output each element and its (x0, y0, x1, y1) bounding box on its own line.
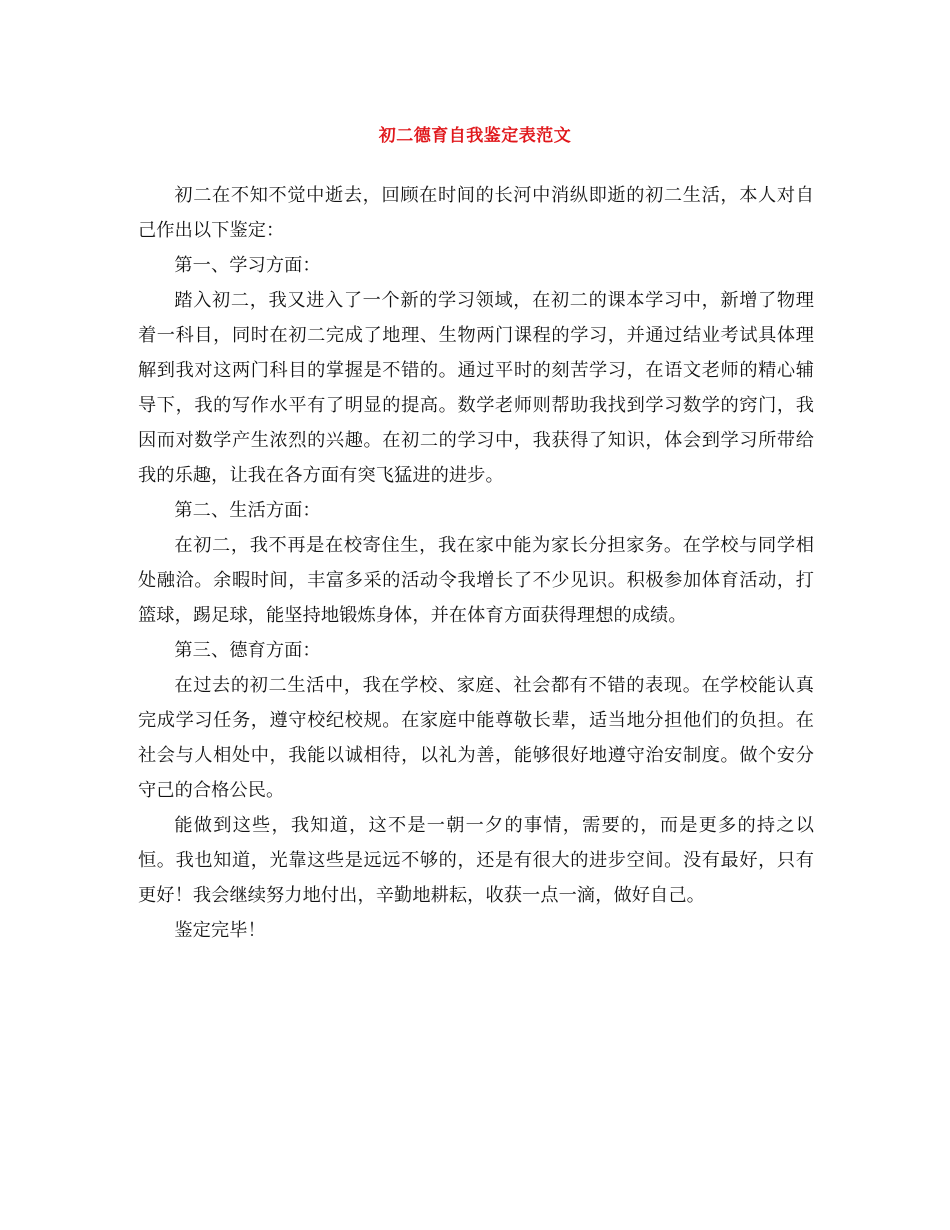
section-heading-study: 第一、学习方面： (174, 255, 321, 276)
study-paragraph: 踏入初二，我又进入了一个新的学习领域，在初二的课本学习中，新增了物理着一科目，同时在初二完成了地理、生物两门课程的学习，并通过结业考试具体理解到我对这两门科目的掌握是不错的。通过平时的刻苦学习，在语文老师的精心辅导下，我的写作水平有了明显的提高。数学老师则帮助我找到学习数学的窍门，我因而对数学产生浓烈的兴趣。在初二的学习中，我获得了知识，体会到学习所带给我的乐趣，让我在各方面有突飞猛进的进步。 (138, 290, 814, 486)
document-title: 初二德育自我鉴定表范文 (378, 126, 572, 146)
intro-paragraph: 初二在不知不觉中逝去，回顾在时间的长河中消纵即逝的初二生活，本人对自己作出以下鉴定： (138, 185, 814, 241)
closing-line: 鉴定完毕！ (174, 920, 266, 941)
section-heading-life: 第二、生活方面： (174, 500, 321, 521)
conclusion-paragraph: 能做到这些，我知道，这不是一朝一夕的事情，需要的，而是更多的持之以恒。我也知道，光靠这些是远远不够的，还是有很大的进步空间。没有最好，只有更好！我会继续努力地付出，辛勤地耕耘，收获一点一滴，做好自己。 (138, 815, 814, 906)
life-paragraph: 在初二，我不再是在校寄住生，我在家中能为家长分担家务。在学校与同学相处融洽。余暇时间，丰富多采的活动令我增长了不少见识。积极参加体育活动，打篮球，踢足球，能坚持地锻炼身体，并在体育方面获得理想的成绩。 (138, 535, 814, 626)
section-heading-moral: 第三、德育方面： (174, 640, 321, 661)
document-body (138, 178, 814, 948)
moral-paragraph: 在过去的初二生活中，我在学校、家庭、社会都有不错的表现。在学校能认真完成学习任务，遵守校纪校规。在家庭中能尊敬长辈，适当地分担他们的负担。在社会与人相处中，我能以诚相待，以礼为善，能够很好地遵守治安制度。做个安分守己的合格公民。 (138, 675, 814, 801)
